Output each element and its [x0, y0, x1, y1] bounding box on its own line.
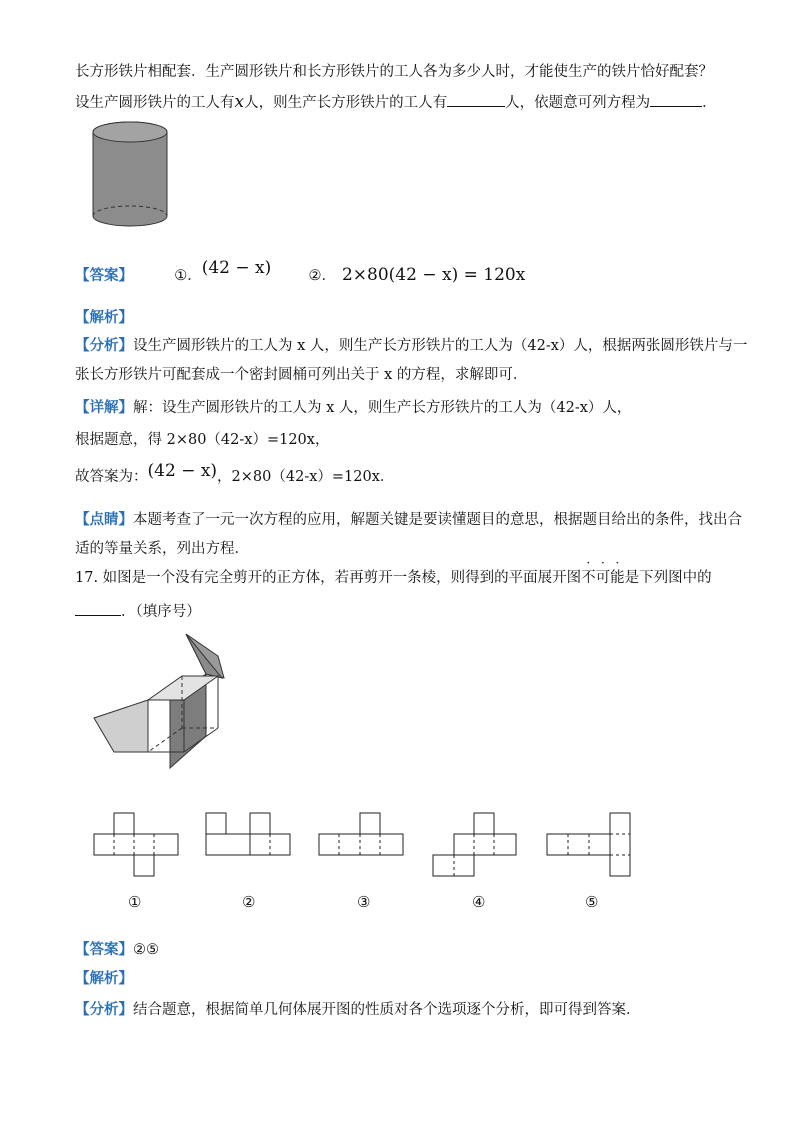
q16-answer-2-expression: 2×80(42 − x) = 120x	[341, 265, 526, 285]
q16-line2	[75, 92, 717, 113]
q17-line2	[75, 601, 201, 622]
q16-blank-2	[650, 92, 702, 107]
cylinder-figure	[88, 118, 173, 238]
q16-xiangjie-3-prefix: 故答案为：	[75, 469, 148, 485]
q17-fenxi-text-1: 结合题意，根据简单几何体展开图的性质对各个选项逐个分析，即可得到答案．	[133, 1002, 641, 1018]
q16-xiangjie-3-suffix: ，2×80（42-x）=120x．	[217, 469, 395, 485]
q17-emphasis-3: · 能	[610, 556, 625, 586]
q16-answer-2-number: ②．	[308, 268, 336, 284]
q16-answer-1-expression: (42 − x)	[201, 258, 272, 278]
q16-fenxi-text-1: 设生产圆形铁片的工人为 x 人，则生产长方形铁片的工人为（42-x）人，根据两张圆形铁片与一	[133, 338, 748, 354]
q17-blank	[75, 601, 121, 616]
q17-analysis-tag: 【解析】	[75, 970, 133, 987]
q16-answer-1-number: ①．	[174, 268, 202, 284]
option-5-net	[546, 812, 632, 878]
q16-xiangjie-text-1: 解：设生产圆形铁片的工人为 x 人，则生产长方形铁片的工人为（42-x）人，	[133, 400, 632, 416]
q16-answer-line	[75, 258, 526, 286]
q16-fenxi-tag: 【分析】	[75, 337, 133, 354]
q16-line2-part-a: 设生产圆形铁片的工人有	[75, 95, 235, 111]
q16-xiangjie-line1	[75, 398, 631, 418]
option-2-label: ②	[242, 893, 256, 911]
q16-answer-tag: 【答案】	[75, 267, 133, 284]
q16-blank-1	[447, 92, 505, 107]
q17-emphasis-2: · 可	[595, 556, 611, 586]
q16-dianjing-text-1: 本题考查了一元一次方程的应用，解题关键是要读懂题目的意思，根据题目给出的条件，找出合	[133, 512, 742, 528]
q16-xiangjie-tag: 【详解】	[75, 399, 133, 416]
partially-cut-cube-figure	[90, 630, 240, 772]
q16-xiangjie-line3	[75, 461, 395, 487]
q16-line2-part-b: 人，则生产长方形铁片的工人有	[244, 95, 448, 111]
q16-fenxi-line2: 张长方形铁片可配套成一个密封圆桶可列出关于 x 的方程，求解即可．	[75, 367, 528, 383]
q16-fenxi-line1	[75, 336, 747, 356]
q17-fenxi-line1	[75, 1000, 641, 1020]
q17-answer-tag: 【答案】	[75, 941, 133, 958]
q16-analysis-tag: 【解析】	[75, 309, 133, 326]
q16-xiangjie-3-expression: (42 − x)	[147, 461, 218, 481]
q17-line1-part-a: 17. 如图是一个没有完全剪开的正方体，若再剪开一条棱，则得到的平面展开图	[75, 570, 582, 586]
option-3-net	[318, 812, 404, 858]
option-1-label: ①	[128, 893, 142, 911]
q16-line1: 长方形铁片相配套．生产圆形铁片和长方形铁片的工人各为多少人时，才能使生产的铁片恰好配套？	[75, 64, 713, 80]
q16-line2-end: ．	[702, 95, 717, 111]
q17-fenxi-tag: 【分析】	[75, 1001, 133, 1018]
q17-answer-value: ②⑤	[133, 942, 159, 958]
q17-answer-line	[75, 940, 159, 960]
option-1-net	[93, 812, 179, 878]
q16-dianjing-tag: 【点睛】	[75, 511, 133, 528]
option-4-label: ④	[472, 893, 486, 911]
q16-variable-x: x	[234, 92, 245, 112]
q16-dianjing-line1	[75, 510, 742, 530]
q17-line1-part-b: 是下列图中的	[624, 570, 712, 586]
q16-line2-part-c: 人，依题意可列方程为	[505, 95, 651, 111]
option-5-label: ⑤	[585, 893, 599, 911]
q16-xiangjie-line2: 根据题意，得 2×80（42-x）=120x，	[75, 432, 330, 448]
q17-line2-text: ．（填序号）	[121, 604, 201, 620]
option-4-net	[432, 812, 518, 878]
option-2-net	[205, 812, 291, 858]
q17-line1	[75, 556, 712, 588]
q17-emphasis-1: · 不	[581, 556, 596, 586]
option-3-label: ③	[357, 893, 371, 911]
q16-dianjing-line2: 适的等量关系，列出方程．	[75, 541, 249, 557]
